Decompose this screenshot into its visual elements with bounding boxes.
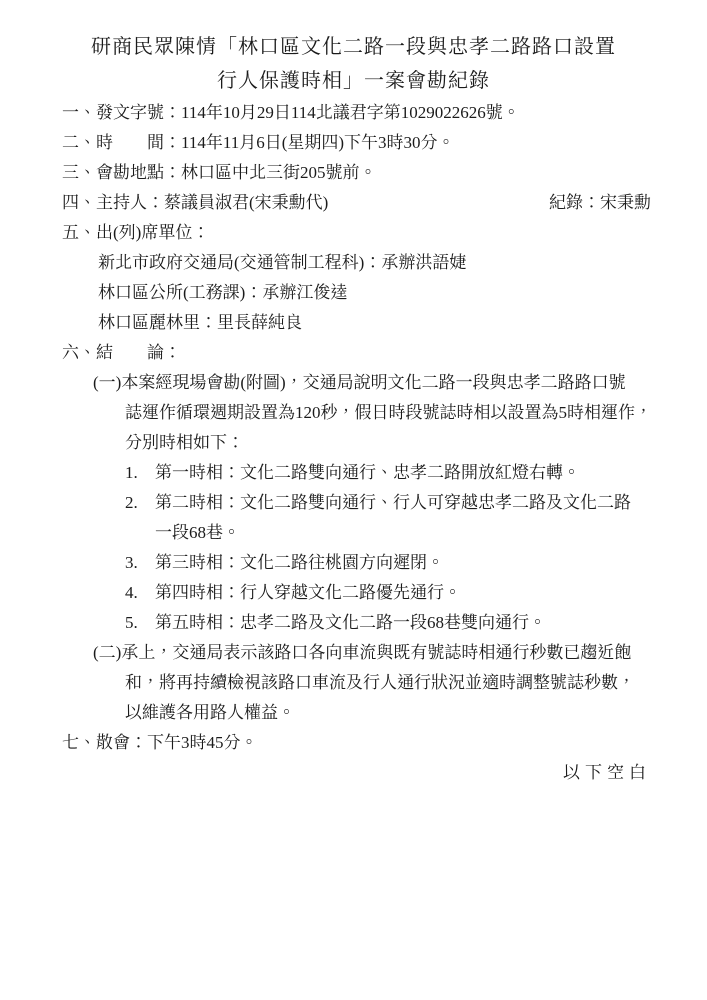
conclusion-paragraph-1-line: (一)本案經現場會勘(附圖)，交通局說明文化二路一段與忠孝二路路口號: [93, 373, 626, 392]
conclusion-heading: 六、結 論：: [62, 343, 181, 362]
phase-item-5: [125, 608, 651, 638]
phase-item-2-continuation: 一段68巷。: [155, 523, 240, 542]
conclusion-paragraph-1-line: 誌運作循環週期設置為120秒，假日時段號誌時相以設置為5時相運作，: [125, 403, 652, 422]
document-title-line-1: 研商民眾陳情「林口區文化二路一段與忠孝二路路口設置: [91, 36, 616, 58]
phase-number: 1.: [125, 463, 138, 482]
phase-item-4: [125, 578, 651, 608]
phase-text: 第二時相：文化二路雙向通行、行人可穿越忠孝二路及文化二路: [155, 493, 631, 512]
adjourn-line: 七、散會：下午3時45分。: [62, 733, 258, 752]
phase-number: 5.: [125, 613, 138, 632]
host-label: 四、主持人：蔡議員淑君(宋秉勳代): [62, 193, 329, 212]
phase-text: 第四時相：行人穿越文化二路優先通行。: [155, 583, 461, 602]
document-title: [0, 0, 707, 98]
phase-item-3: [125, 548, 651, 578]
phase-item-1: [125, 458, 651, 488]
field-meeting-location: 三、會勘地點：林口區中北三街205號前。: [62, 163, 377, 182]
blank-below-note: 以下空白: [563, 763, 651, 782]
phase-text: 第三時相：文化二路往桃園方向遲閉。: [155, 553, 444, 572]
field-doc-number: 一、發文字號：114年10月29日114北議君字第1029022626號。: [62, 103, 520, 122]
attendee-row: 林口區公所(工務課)：承辦江俊逵: [98, 283, 348, 302]
phase-text: 第一時相：文化二路雙向通行、忠孝二路開放紅燈右轉。: [155, 463, 580, 482]
recorder-label: 紀錄：宋秉勳: [549, 193, 651, 212]
field-host-and-recorder: [62, 188, 651, 218]
attendee-row: 新北市政府交通局(交通管制工程科)：承辦洪語婕: [98, 253, 467, 272]
document-body: [0, 98, 707, 788]
phase-number: 2.: [125, 493, 138, 512]
attendees-heading: 五、出(列)席單位：: [62, 223, 210, 242]
phase-number: 3.: [125, 553, 138, 572]
field-meeting-time: 二、時 間：114年11月6日(星期四)下午3時30分。: [62, 133, 455, 152]
document-title-line-2: 行人保護時相」一案會勘紀錄: [217, 70, 490, 92]
conclusion-paragraph-1-line: 分別時相如下：: [125, 433, 244, 452]
phase-number: 4.: [125, 583, 138, 602]
conclusion-paragraph-2-line: (二)承上，交通局表示該路口各向車流與既有號誌時相通行秒數已趨近飽: [93, 643, 632, 662]
conclusion-paragraph-2-line: 和，將再持續檢視該路口車流及行人通行狀況並適時調整號誌秒數，: [125, 673, 635, 692]
phase-item-2: [125, 488, 651, 518]
conclusion-paragraph-2-line: 以維護各用路人權益。: [125, 703, 295, 722]
attendee-row: 林口區麗林里：里長薛純良: [98, 313, 302, 332]
phase-text: 第五時相：忠孝二路及文化二路一段68巷雙向通行。: [155, 613, 546, 632]
